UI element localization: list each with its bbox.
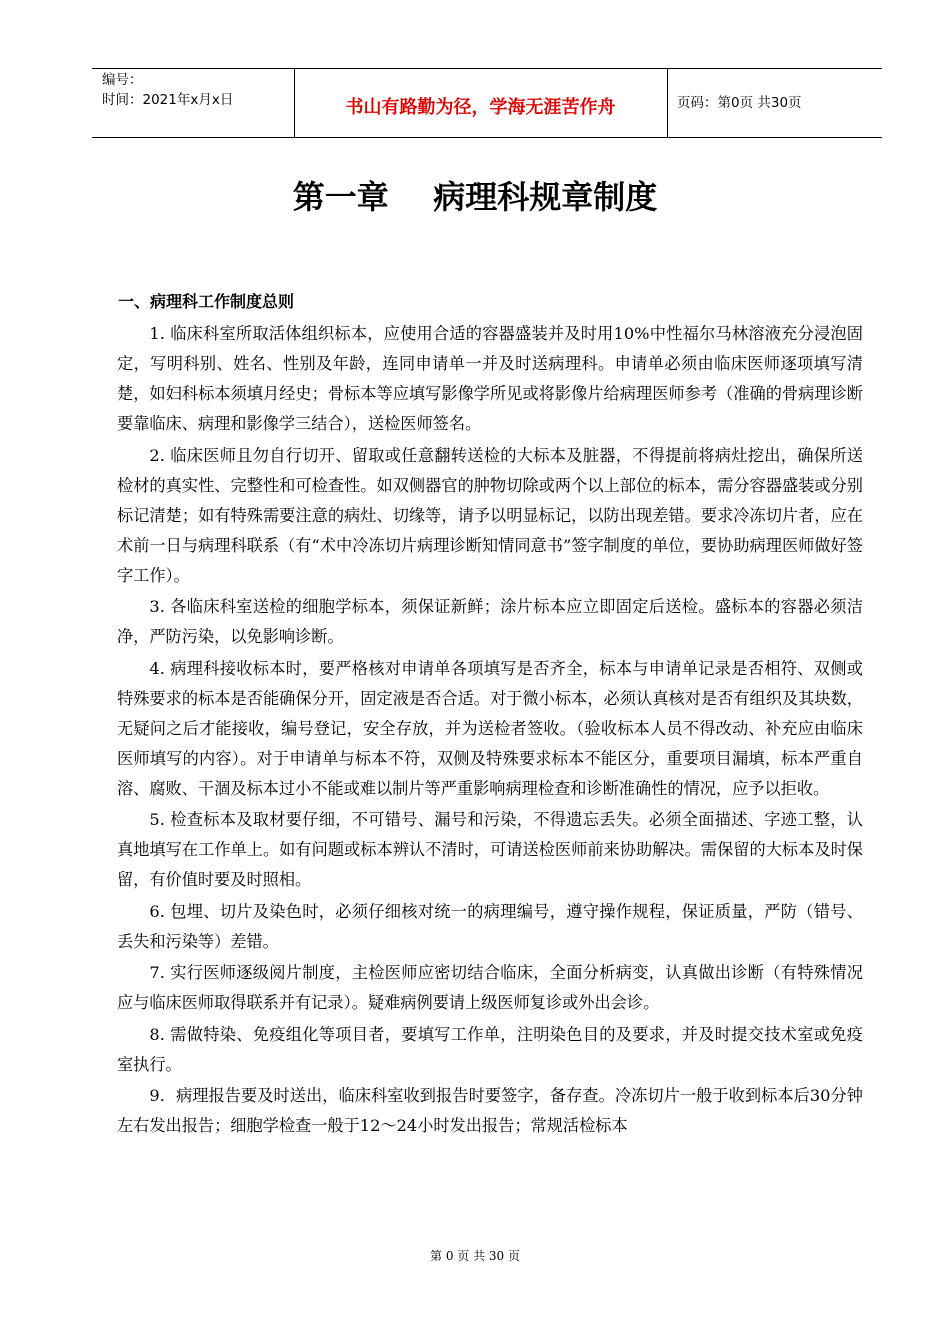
header-page-cell [667,69,882,137]
page-footer: 第 0 页 共 30 页 [430,1249,520,1263]
paragraph-4: 4. 病理科接收标本时，要严格核对申请单各项填写是否齐全，标本与申请单记录是否相符、双侧或特殊要求的标本是否能确保分开，固定液是否合适。对于微小标本，必须认真核对是否有组织及其块数，无疑问之后才能接收，编号登记，安全存放，并为送检者签收。（验收标本人员不得改动、补充应由临床医师填写的内容）。对于申请单与标本不符，双侧及特殊要求标本不能区分，重要项目漏填，标本严重自溶、腐败、干涸及标本过小不能或难以制片等严重影响病理检查和诊断准确性的情况，应予以拒收。 [117,658,863,798]
paragraph-1: 1. 临床科室所取活体组织标本，应使用合适的容器盛装并及时用10%中性福尔马林溶液充分浸泡固定，写明科别、姓名、性别及年龄，连同申请单一并及时送病理科。申请单必须由临床医师逐项填写清楚，如妇科标本须填月经史；骨标本等应填写影像学所见或将影像片给病理医师参考（准确的骨病理诊断要靠临床、病理和影像学三结合），送检医师签名。 [117,324,863,433]
paragraph-7: 7. 实行医师逐级阅片制度，主检医师应密切结合临床，全面分析病变，认真做出诊断（有特殊情况应与临床医师取得联系并有记录）。疑难病例要请上级医师复诊或外出会诊。 [117,963,863,1012]
paragraph-9: 9．病理报告要及时送出，临床科室收到报告时要签字，备存查。冷冻切片一般于收到标本后30分钟左右发出报告；细胞学检查一般于12～24小时发出报告；常规活检标本 [117,1086,863,1135]
header-page-info: 页码：第0页 共30页 [677,95,802,111]
header-info-cell [92,69,295,137]
document-number-label: 编号： [102,72,143,88]
page-header [92,68,882,138]
paragraph-8: 8. 需做特染、免疫组化等项目者，要填写工作单，注明染色目的及要求，并及时提交技术室或免疫室执行。 [117,1024,863,1074]
header-motto: 书山有路勤为径，学海无涯苦作舟 [345,97,616,118]
paragraph-6: 6. 包埋、切片及染色时，必须仔细核对统一的病理编号，遵守操作规程，保证质量，严防（错号、丢失和污染等）差错。 [117,901,863,951]
header-motto-cell [294,69,668,137]
section-heading: 一、病理科工作制度总则 [118,292,295,311]
paragraph-2: 2. 临床医师且勿自行切开、留取或任意翻转送检的大标本及脏器，不得提前将病灶挖出，确保所送检材的真实性、完整性和可检查性。如双侧器官的肿物切除或两个以上部位的标本，需分容器盛装或分别标记清楚；如有特殊需要注意的病灶、切缘等，请予以明显标记，以防出现差错。要求冷冻切片者，应在术前一日与病理科联系（有“术中冷冻切片病理诊断知情同意书”签字制度的单位，要协助病理医师做好签字工作）。 [117,445,863,585]
chapter-title: 第一章 病理科规章制度 [292,178,658,216]
paragraph-3: 3. 各临床科室送检的细胞学标本，须保证新鲜；涂片标本应立即固定后送检。盛标本的容器必须洁净，严防污染，以免影响诊断。 [117,597,863,646]
paragraph-5: 5. 检查标本及取材要仔细，不可错号、漏号和污染，不得遗忘丢失。必须全面描述、字迹工整，认真地填写在工作单上。如有问题或标本辨认不清时，可请送检医师前来协助解决。需保留的大标本及时保留，有价值时要及时照相。 [117,810,863,889]
document-time-label: 时间：2021年x月x日 [102,92,234,108]
document-body [117,319,863,1143]
